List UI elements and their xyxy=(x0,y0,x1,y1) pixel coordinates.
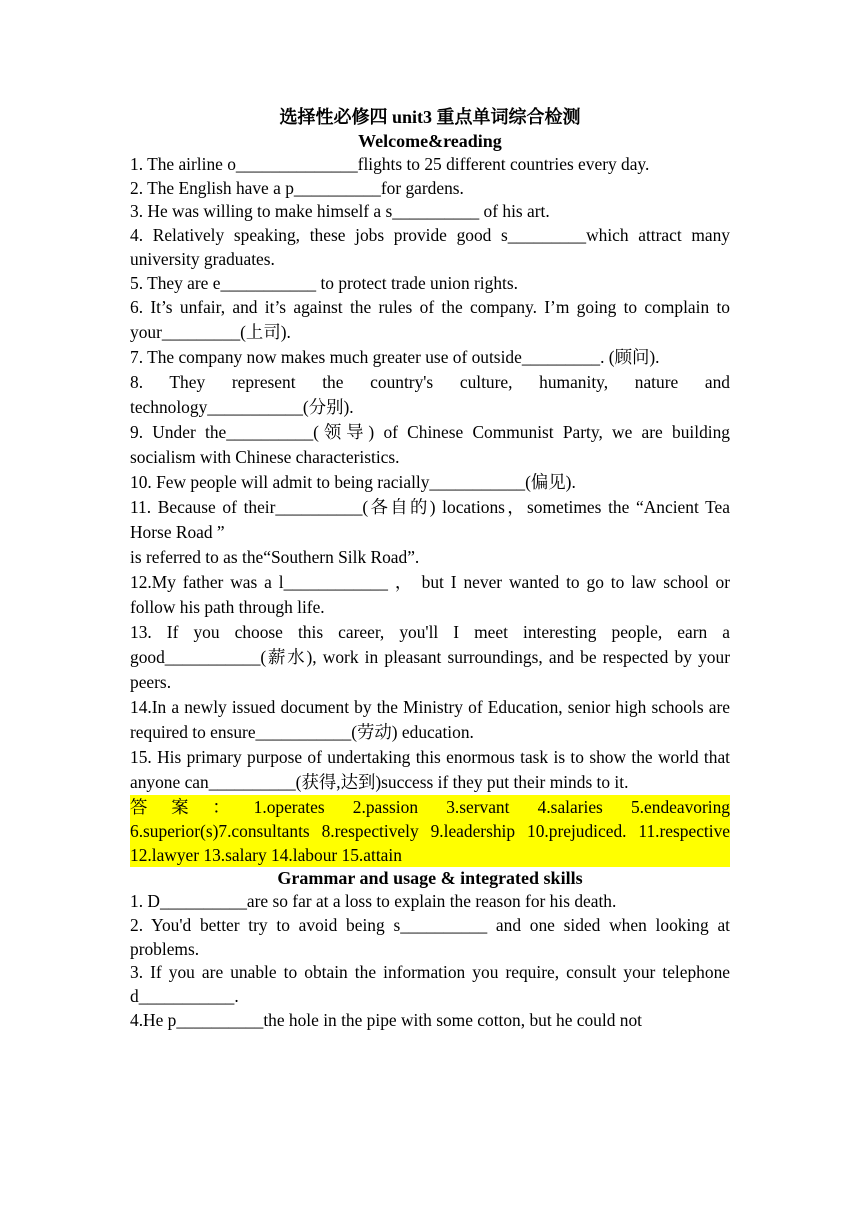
question-item: 8. They represent the country's culture, humanity, nature and technology___________(分别). xyxy=(130,372,730,418)
question-item: 1. The airline o______________flights to 25 different countries every day. xyxy=(130,154,650,174)
question-item: 4. Relatively speaking, these jobs provide good s_________which attract many university graduates. xyxy=(130,225,730,269)
page-title: 选择性必修四 unit3 重点单词综合检测 xyxy=(279,107,581,127)
question-item: 14.In a newly issued document by the Ministry of Education, senior high schools are required to ensure___________(劳动) education. xyxy=(130,697,730,743)
question-item: 4.He p__________the hole in the pipe with some cotton, but he could not xyxy=(130,1009,642,1030)
question-item: 11. Because of their__________(各自的) locations，sometimes the “Ancient Tea Horse Road ” xyxy=(130,497,730,543)
question-item: 3. If you are unable to obtain the information you require, consult your telephone d___________. xyxy=(130,962,730,1007)
question-item: 5. They are e___________ to protect trade union rights. xyxy=(130,272,518,293)
question-item-continuation: is referred to as the“Southern Silk Road”. xyxy=(130,547,420,568)
question-item: 15. His primary purpose of undertaking this enormous task is to show the world that anyone can__________(获得,达到)success if they put their minds to it. xyxy=(130,747,730,793)
question-item: 12.My father was a l____________ ， but I never wanted to go to law school or follow his path through life. xyxy=(130,572,730,618)
question-item: 9. Under the__________(领导) of Chinese Communist Party, we are building socialism with Chinese characteristics. xyxy=(130,422,730,468)
answer-key-highlight: 答案：1.operates 2.passion 3.servant 4.salaries 5.endeavoring 6.superior(s)7.consultants 8.respectively 9.leadership 10.prejudiced. 11.respective 12.lawyer 13.salary 14.labour 15.attain xyxy=(130,797,730,866)
question-item: 1. D__________are so far at a loss to explain the reason for his death. xyxy=(130,891,617,912)
question-item: 13. If you choose this career, you'll I meet interesting people, earn a good___________(薪水), work in pleasant surroundings, and be respected by your peers. xyxy=(130,622,730,693)
question-item: 2. The English have a p__________for gardens. xyxy=(130,177,464,198)
section-heading-grammar-usage: Grammar and usage & integrated skills xyxy=(277,868,583,889)
worksheet-page xyxy=(130,104,730,1032)
question-item: 7. The company now makes much greater use of outside_________. (顾问). xyxy=(130,347,660,368)
question-item: 2. You'd better try to avoid being s__________ and one sided when looking at problems. xyxy=(130,914,730,959)
question-item: 3. He was willing to make himself a s__________ of his art. xyxy=(130,201,550,222)
question-item: 6. It’s unfair, and it’s against the rules of the company. I’m going to complain to your_________(上司). xyxy=(130,297,730,343)
question-item: 10. Few people will admit to being racially___________(偏见). xyxy=(130,472,576,493)
section-heading-welcome-reading: Welcome&reading xyxy=(358,131,502,151)
